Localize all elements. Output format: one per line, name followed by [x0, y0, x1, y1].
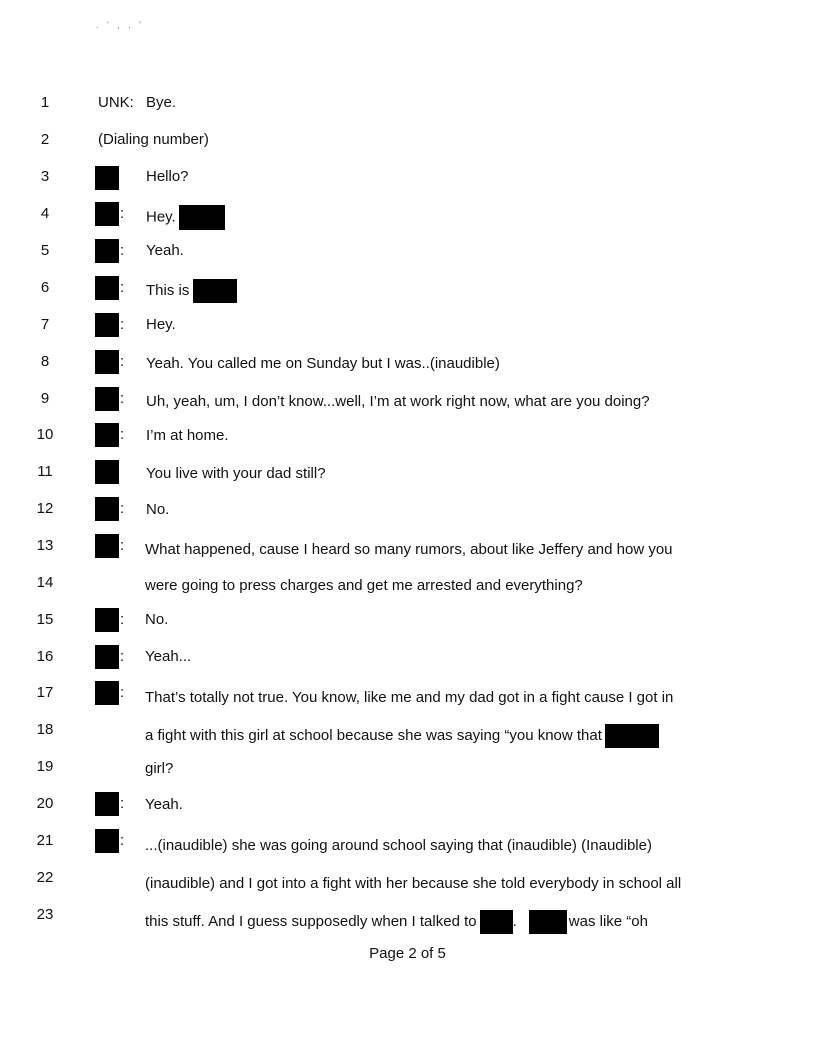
- line-number: 20: [36, 795, 54, 812]
- line-number: 22: [36, 869, 54, 886]
- redacted-speaker: [95, 350, 119, 372]
- dialogue-text: Yeah.: [146, 242, 184, 259]
- dialogue-text: (inaudible) and I got into a fight with her because she told everybody in school all: [145, 875, 682, 892]
- dialogue-text-part: .: [512, 912, 517, 930]
- dialogue-text-part: this stuff. And I guess supposedly when I talked to: [145, 912, 477, 930]
- speaker-colon: :: [120, 537, 125, 554]
- dialogue-text: [146, 279, 237, 303]
- speaker-label: UNK:: [98, 94, 134, 111]
- dialogue-text: Yeah. You called me on Sunday but I was..(inaudible): [146, 355, 500, 372]
- line-number: 13: [36, 537, 54, 554]
- speaker-colon: :: [120, 611, 125, 628]
- speaker-colon: :: [120, 205, 125, 222]
- redaction-block: [193, 279, 237, 303]
- dialogue-text: Yeah.: [145, 796, 183, 813]
- redaction-block: [95, 534, 119, 558]
- dialogue-text-part: was like “oh: [568, 912, 648, 930]
- speaker-colon: :: [120, 684, 125, 701]
- dialogue-text-part: This is: [146, 281, 190, 299]
- redaction-block: [605, 724, 659, 748]
- speaker-colon: :: [120, 500, 125, 517]
- dialogue-text: No.: [145, 611, 169, 628]
- redacted-speaker: [95, 387, 119, 409]
- line-number: 5: [40, 242, 50, 259]
- redacted-speaker: [95, 423, 119, 445]
- speaker-colon: :: [120, 426, 125, 443]
- dialogue-text: ...(inaudible) she was going around school saying that (inaudible) (Inaudible): [145, 837, 652, 854]
- dialogue-text: [145, 910, 648, 934]
- line-number: 16: [36, 648, 54, 665]
- dialogue-text: [145, 724, 659, 748]
- line-number: 6: [40, 279, 50, 296]
- redaction-block: [95, 387, 119, 411]
- redacted-speaker: [95, 166, 119, 188]
- redacted-speaker: [95, 792, 119, 814]
- dialogue-text: That’s totally not true. You know, like me and my dad got in a fight cause I got in: [145, 689, 674, 706]
- line-number: 17: [36, 684, 54, 701]
- speaker-colon: :: [120, 648, 125, 665]
- dialogue-text: [146, 205, 225, 230]
- line-number: 2: [40, 131, 50, 148]
- redaction-block: [95, 350, 119, 374]
- dialogue-text: No.: [146, 501, 170, 518]
- redacted-speaker: [95, 497, 119, 519]
- redacted-speaker: [95, 608, 119, 630]
- speaker-colon: :: [120, 795, 125, 812]
- dialogue-text: were going to press charges and get me arrested and everything?: [145, 577, 583, 594]
- redaction-block: [95, 460, 119, 484]
- redacted-speaker: [95, 313, 119, 335]
- line-number: 15: [36, 611, 54, 628]
- dialogue-text: (Dialing number): [98, 131, 209, 148]
- page-number: Page 2 of 5: [369, 945, 446, 962]
- redaction-block: [480, 910, 513, 934]
- redaction-block: [95, 239, 119, 263]
- speaker-colon: :: [120, 832, 125, 849]
- dialogue-text: What happened, cause I heard so many rumors, about like Jeffery and how you: [145, 541, 673, 558]
- line-number: 12: [36, 500, 54, 517]
- line-number: 10: [36, 426, 54, 443]
- redacted-speaker: [95, 239, 119, 261]
- redaction-block: [95, 423, 119, 447]
- redacted-speaker: [95, 460, 119, 482]
- dialogue-text-part: Hey.: [146, 208, 176, 226]
- redaction-block: [95, 792, 119, 816]
- dialogue-text: Yeah...: [145, 648, 192, 665]
- line-number: 4: [40, 205, 50, 222]
- line-number: 18: [36, 721, 54, 738]
- redaction-block: [95, 313, 119, 337]
- line-number: 23: [36, 906, 54, 923]
- redacted-speaker: [95, 276, 119, 298]
- dialogue-text: Hey.: [146, 316, 176, 333]
- dialogue-text: You live with your dad still?: [146, 465, 326, 482]
- redaction-block: [95, 166, 119, 190]
- dialogue-text: Hello?: [146, 168, 189, 185]
- speaker-colon: :: [120, 279, 125, 296]
- redacted-speaker: [95, 829, 119, 851]
- redaction-block: [95, 497, 119, 521]
- dialogue-text-part: a fight with this girl at school because she was saying “you know that: [145, 726, 602, 744]
- redacted-speaker: [95, 645, 119, 667]
- redacted-speaker: [95, 202, 119, 224]
- redaction-block: [95, 608, 119, 632]
- redaction-block: [95, 202, 119, 226]
- line-number: 11: [37, 463, 53, 480]
- line-number: 8: [40, 353, 50, 370]
- line-number: 9: [40, 390, 50, 407]
- speaker-colon: :: [120, 316, 125, 333]
- redaction-block: [179, 205, 225, 230]
- redaction-block: [95, 681, 119, 705]
- redaction-block: [95, 276, 119, 300]
- line-number: 3: [40, 168, 50, 185]
- line-number: 14: [36, 574, 54, 591]
- redaction-block: [529, 910, 567, 934]
- speaker-colon: :: [120, 242, 125, 259]
- redacted-speaker: [95, 534, 119, 556]
- dialogue-text: I’m at home.: [146, 427, 229, 444]
- redaction-block: [95, 829, 119, 853]
- redacted-speaker: [95, 681, 119, 703]
- scan-specks: . ' , . ': [96, 20, 144, 30]
- line-number: 7: [40, 316, 50, 333]
- line-number: 21: [36, 832, 54, 849]
- redaction-block: [95, 645, 119, 669]
- dialogue-text: Bye.: [146, 94, 177, 111]
- speaker-colon: :: [120, 390, 125, 407]
- line-number: 19: [36, 758, 54, 775]
- line-number: 1: [40, 94, 50, 111]
- speaker-colon: :: [120, 353, 125, 370]
- dialogue-text: Uh, yeah, um, I don’t know...well, I’m at work right now, what are you doing?: [146, 393, 650, 410]
- dialogue-text: girl?: [145, 760, 174, 777]
